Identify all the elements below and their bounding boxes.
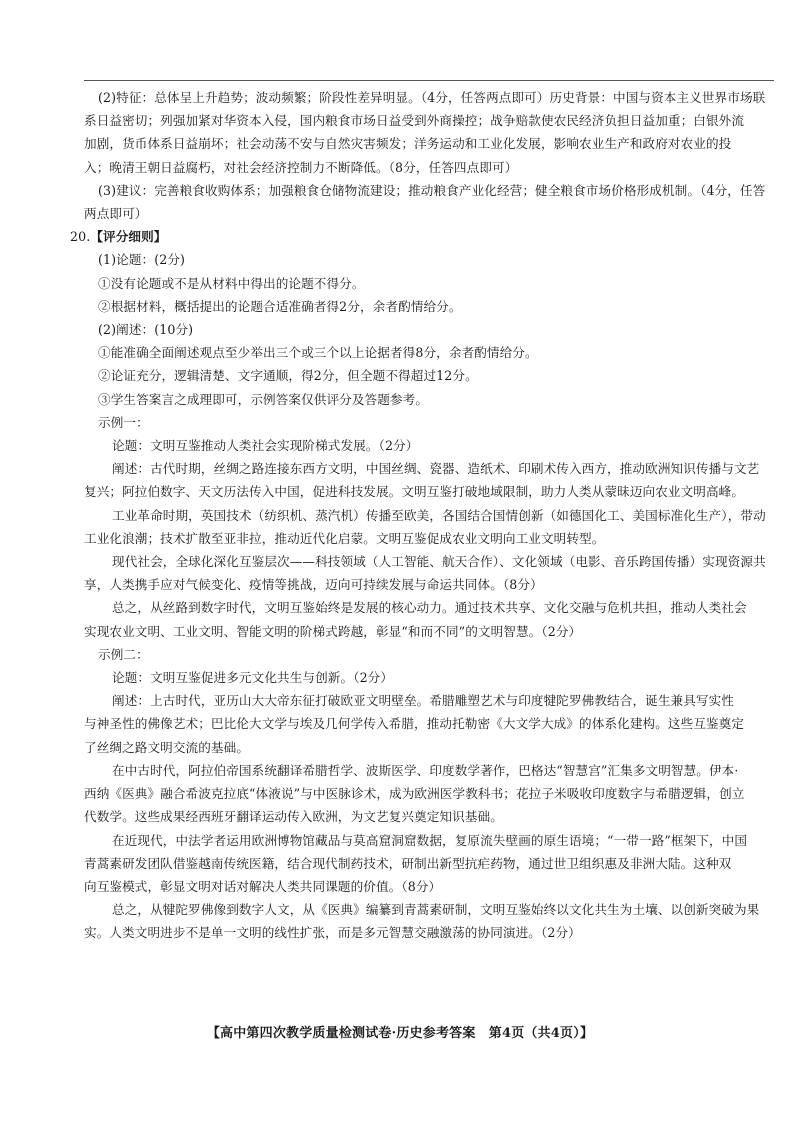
- text-line: 总之，从丝路到数字时代，文明互鉴始终是发展的核心动力。通过技术共享、文化交融与危机共担，推动人类社会: [112, 600, 747, 616]
- rule-item: ①能准确全面阐述观点至少举出三个或三个以上论据者得8分，余者酌情给分。: [98, 345, 538, 361]
- text-line: (3)建议：完善粮食收购体系；加强粮食仓储物流建设；推动粮食产业化经营；健全粮食市场价格形成机制。（4分，任答: [98, 182, 766, 198]
- text-line: 阐述：古代时期，丝绸之路连接东西方文明，中国丝绸、瓷器、造纸术、印刷术传入西方，推动欧洲知识传播与文艺: [112, 461, 760, 477]
- text-line: 两点即可）: [84, 206, 148, 222]
- text-line: 青蒿素研发团队借鉴越南传统医籍，结合现代制药技术，研制出新型抗疟药物，通过世卫组织惠及非洲大陆。这种双: [84, 855, 732, 871]
- text-line: 现代社会，全球化深化互鉴层次——科技领域（人工智能、航天合作）、文化领域（电影、音乐跨国传播）实现资源共: [112, 554, 766, 570]
- text-line: 在中古时代，阿拉伯帝国系统翻译希腊哲学、波斯医学、印度数学著作，巴格达“智慧宫”汇集多文明智慧。伊本·: [112, 762, 739, 778]
- example-paragraph: [84, 457, 774, 503]
- page-footer: 【高中第四次教学质量检测试卷·历史参考答案 第4页（共4页）】: [206, 1026, 594, 1041]
- example-paragraph: [84, 504, 774, 550]
- text-line: 工业化浪潮；技术扩散至亚非拉，推动近代化启蒙。文明互鉴促成农业文明向工业文明转型。: [84, 530, 605, 546]
- example-paragraph: [84, 898, 774, 944]
- example-thesis: 论题：文明互鉴促进多元文化共生与创新。（2分）: [112, 670, 394, 686]
- text-line: 向互鉴模式，彰显文明对话对解决人类共同课题的价值。（8分）: [84, 878, 442, 894]
- example-paragraph: [84, 759, 774, 829]
- question-number: 20.: [70, 229, 91, 245]
- text-line: 在近现代，中法学者运用欧洲博物馆藏品与莫高窟洞窟数据，复原流失壁画的原生语境；“一带一路”框架下，中国: [112, 832, 748, 848]
- text-line: 实现农业文明、工业文明、智能文明的阶梯式跨越，彰显“和而不同”的文明智慧。（2分）: [84, 623, 582, 639]
- text-line: 代数学。这些成果经西班牙翻译运动传入欧洲，为文艺复兴奠定知识基础。: [84, 809, 503, 825]
- text-line: 与神圣性的佛像艺术；巴比伦大文学与埃及几何学传入希腊，推动托勒密《大文学大成》的体系化建构。这些互鉴奠定: [84, 716, 745, 732]
- text-line: 系日益密切；列强加紧对华资本入侵，国内粮食市场日益受到外商操控；战争赔款使农民经济负担日益加重；白银外流: [84, 113, 745, 129]
- header-rule: [84, 80, 774, 81]
- rule-item: ②论证充分，逻辑清楚、文字通顺，得2分，但全题不得超过12分。: [98, 368, 478, 384]
- thesis-heading: (1)论题：(2分): [98, 252, 186, 268]
- text-line: 实。人类文明进步不是单一文明的线性扩张，而是多元智慧交融激荡的协同演进。（2分）: [84, 925, 581, 941]
- rule-item: ③学生答案言之成理即可，示例答案仅供评分及答题参考。: [98, 391, 429, 407]
- answer-content: [70, 86, 774, 945]
- text-line: 工业革命时期，英国技术（纺织机、蒸汽机）传播至欧美，各国结合国情创新（如德国化工、美国标准化生产），带动: [112, 507, 766, 523]
- q20-heading: [70, 225, 774, 248]
- text-line: 西纳《医典》融合希波克拉底“体液说”与中医脉诊术，成为欧洲医学教科书；花拉子米吸收印度数字与希腊逻辑，创立: [84, 786, 745, 802]
- q19-part3: [84, 179, 774, 225]
- text-line: 阐述：上古时代，亚历山大大帝东征打破欧亚文明壁垒。希腊雕塑艺术与印度犍陀罗佛教结合，诞生兼具写实性: [112, 693, 734, 709]
- rule-item: ②根据材料，概括提出的论题合适准确者得2分，余者酌情给分。: [98, 298, 462, 314]
- text-line: 享，人类携手应对气候变化、疫情等挑战，迈向可持续发展与命运共同体。（8分）: [84, 577, 543, 593]
- rule-item: ①没有论题或不是从材料中得出的论题不得分。: [98, 275, 365, 291]
- example-label: 示例二：: [98, 646, 149, 662]
- example-paragraph: [84, 689, 774, 759]
- example-thesis: 论题：文明互鉴推动人类社会实现阶梯式发展。（2分）: [112, 438, 419, 454]
- q19-part2: [84, 86, 774, 179]
- text-line: 加剧，货币体系日益崩坏；社会动荡不安与自然灾害频发；洋务运动和工业化发展，影响农业生产和政府对农业的投: [84, 136, 732, 152]
- text-line: 了丝绸之路文明交流的基础。: [84, 739, 250, 755]
- text-line: 复兴；阿拉伯数字、天文历法传入中国，促进科技发展。文明互鉴打破地域限制，助力人类从蒙昧迈向农业文明高峰。: [84, 484, 745, 500]
- example-label: 示例一：: [98, 414, 149, 430]
- section-title: 【评分细则】: [90, 229, 167, 245]
- argument-heading: (2)阐述：(10分): [98, 322, 194, 338]
- text-line: 总之，从犍陀罗佛像到数字人文，从《医典》编纂到青蒿素研制，文明互鉴始终以文化共生为土壤、以创新突破为果: [112, 902, 760, 918]
- text-line: 入；晚清王朝日益腐朽，对社会经济控制力不断降低。（8分，任答四点即可）: [84, 159, 518, 175]
- example-paragraph: [84, 829, 774, 899]
- example-paragraph: [84, 550, 774, 596]
- text-line: (2)特征：总体呈上升趋势；波动频繁；阶段性差异明显。（4分，任答两点即可）历史背景：中国与资本主义世界市场联: [98, 90, 766, 105]
- example-paragraph: [84, 596, 774, 642]
